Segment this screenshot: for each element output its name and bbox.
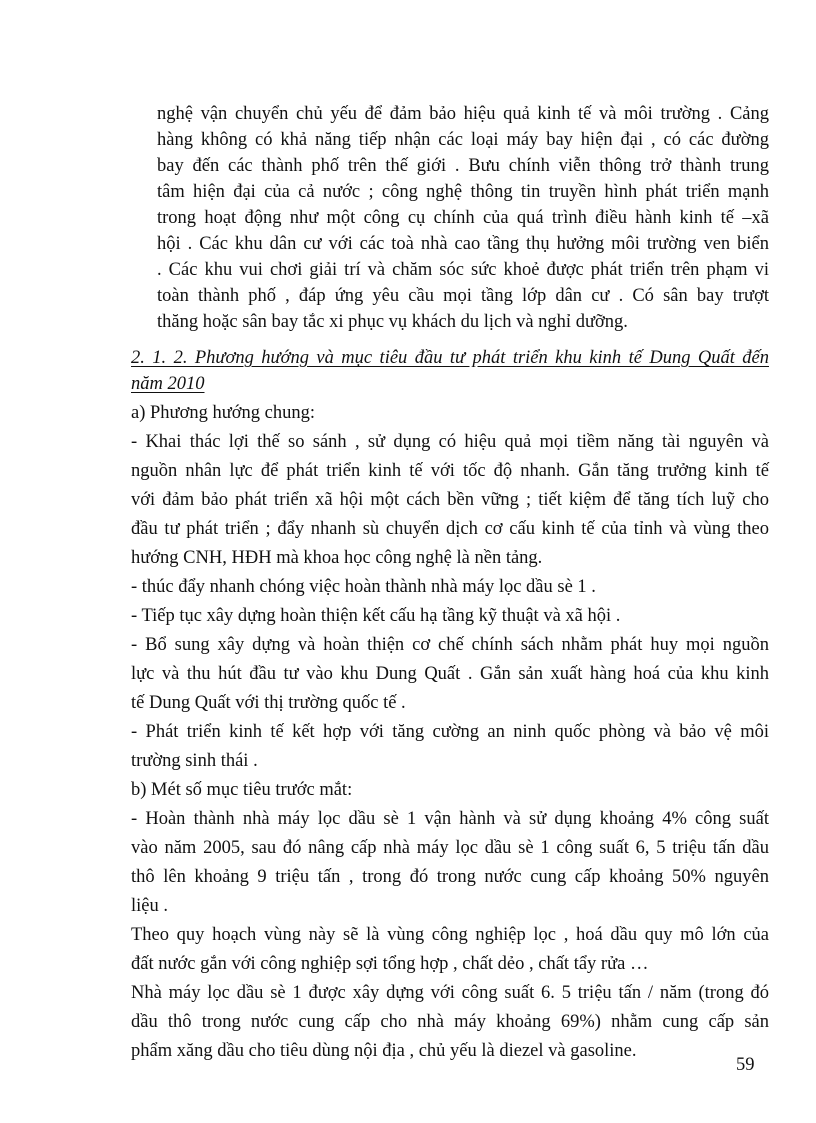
text-line: hướng CNH, HĐH mà khoa học công nghệ là nền tảng. xyxy=(131,548,543,568)
text-line: Nhà máy lọc dầu sè 1 được xây dựng với công suất 6. 5 triệu tấn / năm (trong đó xyxy=(131,983,769,1003)
text-line: - Phát triển kinh tế kết hợp với tăng cường an ninh quốc phòng và bảo vệ môi xyxy=(131,722,769,742)
text-line: - Hoàn thành nhà máy lọc dầu sè 1 vận hành và sử dụng khoảng 4% công suất xyxy=(131,809,769,829)
text-line: tế Dung Quất với thị trường quốc tế . xyxy=(131,693,406,713)
text-line: lực và thu hút đầu tư vào khu Dung Quất . Gắn sản xuất hàng hoá của khu kinh xyxy=(131,664,769,684)
text-line: - Tiếp tục xây dựng hoàn thiện kết cấu hạ tầng kỹ thuật và xã hội . xyxy=(131,606,621,626)
text-line: trường sinh thái . xyxy=(131,751,258,771)
text-line: - thúc đẩy nhanh chóng việc hoàn thành nhà máy lọc dầu sè 1 . xyxy=(131,577,596,597)
text-line: đầu tư phát triển ; đẩy nhanh sù chuyển dịch cơ cấu kinh tế của tỉnh và vùng theo xyxy=(131,519,769,539)
text-line: đất nước gắn với công nghiệp sợi tổng hợp , chất dẻo , chất tẩy rửa … xyxy=(131,954,649,974)
text-line: vào năm 2005, sau đó nâng cấp nhà máy lọc dầu sè 1 công suất 6, 5 triệu tấn dầu xyxy=(131,838,769,858)
text-line: hội . Các khu dân cư với các toà nhà cao tầng thụ hưởng môi trường ven biển xyxy=(157,234,769,254)
text-line: phẩm xăng dầu cho tiêu dùng nội địa , chủ yếu là diezel và gasoline. xyxy=(131,1041,637,1061)
subheading-immediate-goals: b) Mét số mục tiêu trước mắt: xyxy=(131,780,353,800)
text-line: - Bổ sung xây dựng và hoàn thiện cơ chế chính sách nhằm phát huy mọi nguồn xyxy=(131,635,769,655)
text-line: trong hoạt động như một công cụ chính của quá trình điều hành kinh tế –xã xyxy=(157,208,769,228)
text-line: . Các khu vui chơi giải trí và chăm sóc sức khoẻ được phát triển trên phạm vi xyxy=(157,260,769,280)
text-line: nguồn nhân lực để phát triển kinh tế với tốc độ nhanh. Gắn tăng trưởng kinh tế xyxy=(131,461,769,481)
text-line: hàng không có khả năng tiếp nhận các loại máy bay hiện đại , có các đường xyxy=(157,130,769,150)
text-line: với đảm bảo phát triển xã hội một cách bền vững ; tiết kiệm để tăng tích luỹ cho xyxy=(131,490,769,510)
text-line: tâm hiện đại của cả nước ; công nghệ thông tin truyền hình phát triển mạnh xyxy=(157,182,769,202)
text-line: toàn thành phố , đáp ứng yêu cầu mọi tầng lớp dân cư . Có sân bay trượt xyxy=(157,286,769,306)
text-line: bay đến các thành phố trên thế giới . Bưu chính viễn thông trở thành trung xyxy=(157,156,769,176)
text-line: liệu . xyxy=(131,896,168,916)
text-line: - Khai thác lợi thế so sánh , sử dụng có hiệu quả mọi tiềm năng tài nguyên và xyxy=(131,432,769,452)
text-line: nghệ vận chuyển chủ yếu để đảm bảo hiệu quả kinh tế và môi trường . Cảng xyxy=(157,104,769,124)
page-number: 59 xyxy=(736,1055,755,1075)
text-line: dầu thô trong nước cung cấp cho nhà máy khoảng 69%) nhằm cung cấp sản xyxy=(131,1012,769,1032)
heading-line: 2. 1. 2. Phương hướng và mục tiêu đầu tư phát triển khu kinh tế Dung Quất đến xyxy=(131,348,769,368)
subheading-general-direction: a) Phương hướng chung: xyxy=(131,403,316,423)
heading-line: năm 2010 xyxy=(131,374,205,394)
text-line: thô lên khoảng 9 triệu tấn , trong đó trong nước cung cấp khoảng 50% nguyên xyxy=(131,867,769,887)
text-line: Theo quy hoạch vùng này sẽ là vùng công nghiệp lọc , hoá dầu quy mô lớn của xyxy=(131,925,769,945)
text-line: thăng hoặc sân bay tắc xi phục vụ khách du lịch và nghỉ dưỡng. xyxy=(157,312,628,332)
